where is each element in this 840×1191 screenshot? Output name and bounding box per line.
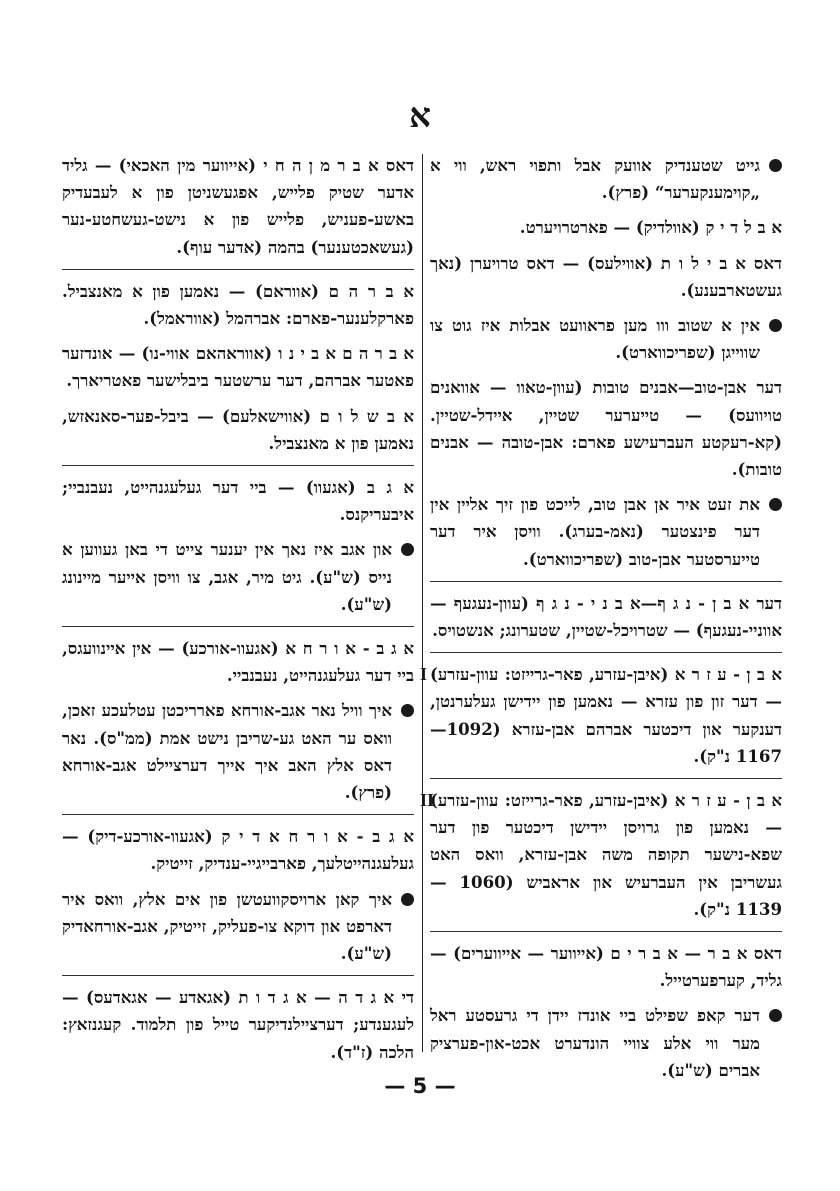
- entry-separator: [430, 931, 782, 932]
- entry-text: א ב ר ה ם (אווראם) — נאמען פון א מאנצביל. פארקלענער-פארם: אברהמל (אווראמל).: [62, 280, 414, 329]
- entry-separator: [430, 652, 782, 653]
- left-column: [62, 152, 414, 1074]
- entry-text: דאס א ב ר — א ב ר י ם (אייווער — אייווערים) — גליד, קערפערטייל.: [430, 943, 782, 991]
- entry-separator: [62, 975, 414, 976]
- entry-text: את זעט איר אן אבן טוב, לייכט פון זיך אליין אין דער פינצטער (נאמ-בערג). וויסן איר דער טייערסטער אבן-טוב (שפריכווארט).: [430, 494, 760, 569]
- entry-text: די א ג ד ה — א ג ד ו ת (אגאדע — אגאדעס) — לעגענדע; דערציילנדיקער טייל פון תלמוד. קעגנזאץ: הלכה (ז"ד).: [62, 987, 414, 1062]
- example-paragraph: [430, 152, 782, 206]
- homonym-numeral: I: [420, 664, 428, 685]
- dictionary-entry: [62, 278, 414, 332]
- example-paragraph: [430, 1002, 782, 1084]
- entry-separator: [62, 465, 414, 466]
- entry-text: א ג ב - א ו ר ח א (אגעוו-אורכע) — אין איינוועגס, ביי דער געלעגנהייט, נעבנביי.: [62, 638, 414, 686]
- entry-text: אין א שטוב ווו מען פראוועט אבלות איז גוט צו שווייגן (שפריכווארט).: [430, 315, 760, 363]
- entry-text: א ג ב (אגעוו) — ביי דער געלעגנהייט, נעבנביי; איבעריקנס.: [62, 477, 414, 525]
- dictionary-entry: [62, 823, 414, 877]
- entry-separator: [62, 814, 414, 815]
- entry-text: א ב ש ל ו ם (אווישאלעם) — ביבל-פער-סאנאזש, נאמען פון א מאנצביל.: [62, 405, 414, 453]
- right-column: [420, 152, 782, 1092]
- entry-text: דער א ב ן - נ ג ף—א ב נ י - נ ג ף (עוון-נעגעף — אווניי-נעגעף) — שטרויכל-שטיין, שטערונג; אנשטויס.: [430, 592, 782, 641]
- homonym-numeral: II: [420, 790, 435, 811]
- dictionary-entry: [420, 787, 782, 923]
- entry-text: דער אבן-טוב—אבנים טובות (עוון-טאוו — אוואנים טויוועס) — טייערער שטיין, איידל-שטיין. (קא-רעקטע העברעישע פארם: אבן-טובה — אבנים טובות).: [430, 377, 782, 480]
- example-paragraph: [62, 536, 414, 618]
- dictionary-entry: [430, 250, 782, 304]
- dictionary-entry: [62, 152, 414, 261]
- entry-text: א ב ל ד י ק (אוולדיק) — פארטרויערט.: [519, 217, 782, 238]
- column-divider: [422, 154, 423, 1052]
- bullet-icon: [769, 498, 782, 511]
- entry-text: א ב ן - ע ז ר א (איבן-עזרע, פאר-גרייזט: עוון-עזרע) — נאמען פון גרויסן יידישן דיכטער פון דער שפא-נישער תקופה משה אבן-עזרא, וואס האט געשריבן אין העברעיש און אראביש (1060 — 1139 נ"ק).: [430, 790, 782, 919]
- bullet-icon: [401, 704, 414, 717]
- bullet-icon: [769, 159, 782, 172]
- bullet-icon: [769, 319, 782, 332]
- entry-text: א ב ר ה ם א ב י נ ו (אווראהאם אווי-נו) — אונדזער פאטער אברהם, דער ערשטער ביבלישער פאטריארך.: [62, 343, 414, 391]
- bullet-icon: [769, 1009, 782, 1022]
- entry-text: איך קאן ארויסקוועטשן פון אים אלץ, וואס איר דארפט און דוקא צו-פעליק, זייטיק, אגב-אורחאדיק (ש"ע).: [62, 888, 392, 964]
- bullet-icon: [401, 543, 414, 556]
- entry-text: דאס א ב ר מ ן ה ח י (אייווער מין האכאי) — גליד אדער שטיק פלייש, אפגעשניטן פון א לעבעדיק באשע-פעניש, פלייש פון א נישט-געשחטע-נער (געשאכטענער) בהמה (אדער עוף).: [62, 155, 414, 257]
- example-paragraph: [62, 697, 414, 806]
- example-paragraph: [62, 886, 414, 968]
- example-paragraph: [430, 491, 782, 573]
- dictionary-entry: [62, 984, 414, 1066]
- entry-text: א ג ב - א ו ר ח א ד י ק (אגעוו-אורכע-דיק) — געלעגנהייטלעך, פארבייגיי-ענדיק, זייטיק.: [62, 826, 414, 874]
- dictionary-entry: [430, 214, 782, 241]
- dictionary-entry: [62, 403, 414, 457]
- entry-text: דער קאפ שפילט ביי אונדז יידן די גרעסטע ראל מער ווי אלע צוויי הונדערט אכט-און-פערציק אברים (ש"ע).: [430, 1005, 760, 1080]
- example-paragraph: [430, 312, 782, 366]
- dictionary-entry: [420, 661, 782, 770]
- entry-text: איך וויל נאר אגב-אורחא פארריכטן עטלעכע זאכן, וואס ער האט גע-שריבן נישט אמת (ממ"ס). נאר דאס אלץ האב איך אייך דערציילט אגב-אורחא (פרץ).: [62, 700, 392, 803]
- entry-separator: [62, 269, 414, 270]
- entry-text: א ב ן - ע ז ר א (איבן-עזרע, פאר-גרייזט: עוון-עזרע) — דער זון פון עזרא — נאמען פון יידישן געלערנטן, דענקער און דיכטער אברהם אבן-עזרא (1092—1167 נ"ק).: [430, 664, 782, 766]
- entry-text: און אגב איז נאך אין יענער צייט די באן געווען א נייס (ש"ע). גיט מיר, אגב, צו וויסן אייער מיינונג (ש"ע).: [62, 539, 392, 614]
- dictionary-entry: [62, 635, 414, 689]
- entry-text: דאס א ב י ל ו ת (אווילעס) — דאס טרויערן (נאך געשטארבענע).: [430, 252, 782, 300]
- entry-separator: [430, 778, 782, 779]
- dictionary-entry: [62, 340, 414, 394]
- dictionary-entry: [430, 374, 782, 483]
- dictionary-entry: [430, 590, 782, 644]
- dictionary-entry: [430, 940, 782, 994]
- entry-separator: [430, 581, 782, 582]
- entry-separator: [62, 626, 414, 627]
- page-number: — 5 —: [384, 1074, 456, 1098]
- section-letter-heading: א: [409, 96, 431, 136]
- bullet-icon: [401, 893, 414, 906]
- entry-text: גייט שטענדיק אוועק אבל ותפוי ראש, ווי א „קוימענקערער“ (פרץ).: [430, 155, 760, 203]
- dictionary-entry: [62, 474, 414, 528]
